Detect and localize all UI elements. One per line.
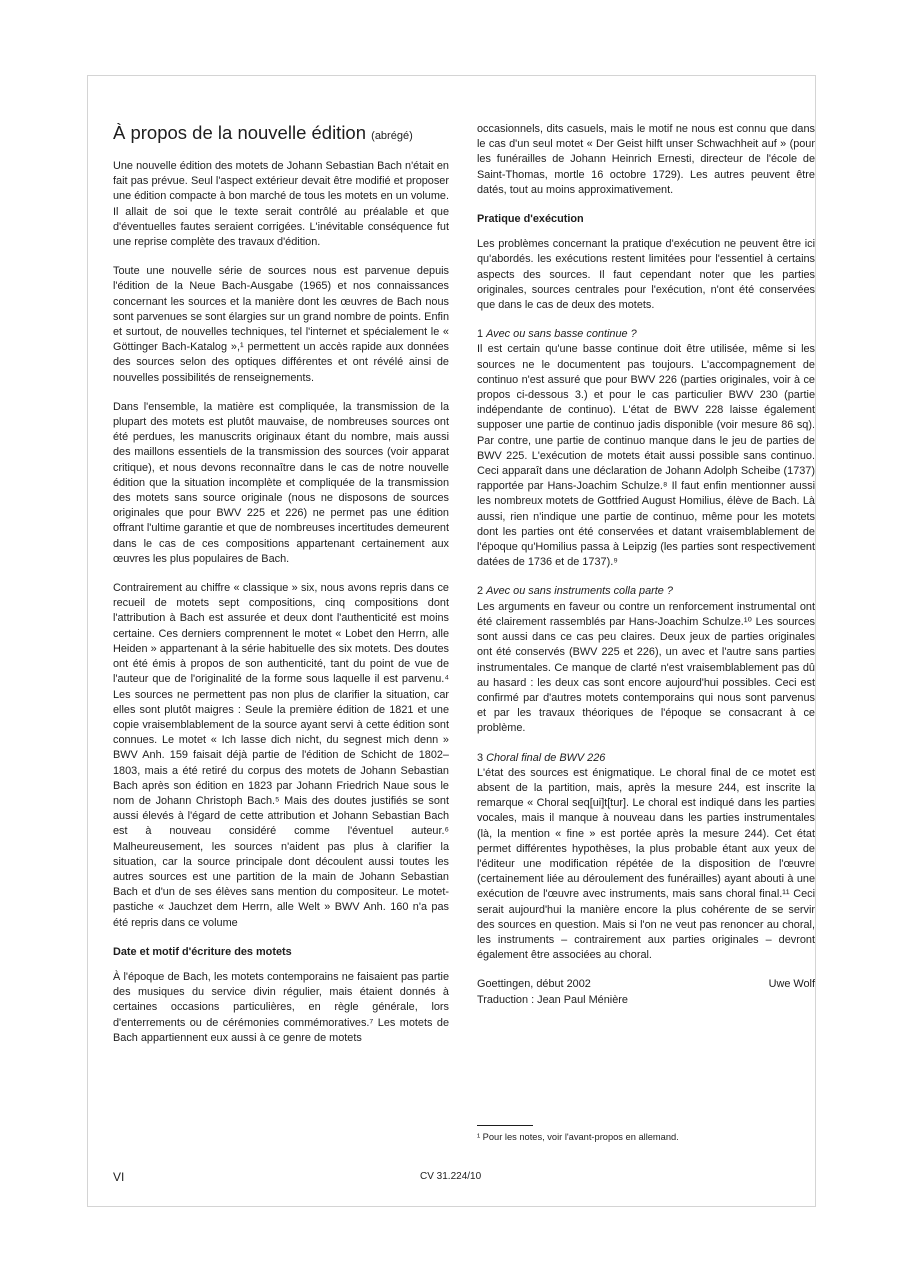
paragraph: Dans l'ensemble, la matière est compliquée, la transmission de la plupart des motets est plutôt mauvaise, de nombreuses sources ont été perdues, les manuscrits originaux étant du nombre, mais aussi des maillons essentiels de la transmission des sources (voir apparat critique), et nous devons reconnaître dans le cas de notre nouvelle édition que la situation incomplète et compliquée de la transmission des motets sans source originale (nous ne disposons de sources originales que pour BWV 225 et 226) ne permet pas une édition offrant l'ultime garantie et que de nombreuses incertitudes demeurent dans le cas de ces compositions appartenant certainement aux œuvres les plus populaires de Bach. <box>113 400 449 565</box>
footnote: ¹ Pour les notes, voir l'avant-propos en allemand. <box>477 1132 679 1142</box>
author-name: Uwe Wolf <box>768 978 815 991</box>
place-date: Goettingen, début 2002 <box>477 978 591 991</box>
right-column <box>477 122 815 1008</box>
subsection <box>477 327 815 570</box>
subsection-text: Les arguments en faveur ou contre un renforcement instrumental ont été clairement rassemblés par Hans-Joachim Schulze.¹⁰ Les sources sont aussi dans ce cas peu claires. Deux jeux de parties originales ont été conservés (BWV 225 et 226), un avec et l'autre sans parties instrumentales. Ce manque de clarté n'est vraisemblablement pas dû au hasard : les deux cas sont encore aujourd'hui possibles. Ceci est confirmé par d'autres motets contemporains qui nous sont parvenus et par les travaux théoriques de l'époque se consacrant à ce problème. <box>477 600 815 735</box>
subsection <box>477 751 815 964</box>
subsection-heading: 3 Choral final de BWV 226 <box>477 751 606 764</box>
subsection-heading: 1 Avec ou sans basse continue ? <box>477 328 637 341</box>
translation-credit: Traduction : Jean Paul Ménière <box>477 993 628 1006</box>
paragraph: Une nouvelle édition des motets de Johann Sebastian Bach n'était en fait pas prévue. Seul l'aspect extérieur devait être modifié et proposer une édition compacte à bon marché de tous les motets en un volume. Il allait de soi que le texte serait contrôlé au préalable et que d'éventuelles fautes seraient corrigées. L'inévitable conséquence fut une reprise complète des travaux d'édition. <box>113 160 449 249</box>
section-heading: Pratique d'exécution <box>477 213 584 226</box>
title-main: À propos de la nouvelle édition <box>113 122 367 143</box>
footnote-divider <box>477 1125 533 1126</box>
subsection-heading: 2 Avec ou sans instruments colla parte ? <box>477 585 673 598</box>
paragraph: À l'époque de Bach, les motets contemporains ne faisaient pas partie des musiques du service divin régulier, mais étaient donnés à certaines occasions particulières, en règle générale, lors d'enterrements ou de cérémonies commémoratives.⁷ Les motets de Bach appartiennent eux aussi à ce genre de motets <box>113 970 449 1044</box>
subsection <box>477 584 815 736</box>
subsection-text: L'état des sources est énigmatique. Le choral final de ce motet est absent de la partition, mais, après la mesure 244, est inscrite la remarque « Choral seq[ui]t[tur]. Le choral est indiqué dans les parties vocales, mais il manque à nouveau dans les parties instrumentales (là, la mention « fine » est portée après la mesure 244). Cet état permet différentes hypothèses, la plus probable étant aux yeux de l'éditeur une modification répétée de la disposition de l'œuvre (certainement liée au déroulement des funérailles) ayant abouti à une exécution de l'œuvre avec instruments, mais sans choral final.¹¹ Ceci serait aujourd'hui la manière encore la plus cohérente de se servir des sources en question. Mais si l'on ne veut pas renoncer au choral, les instruments – contrairement aux parties originales – devront également être associées au choral. <box>477 766 815 962</box>
page-number: VI <box>113 1170 125 1184</box>
page-title <box>113 122 449 147</box>
subsection-text: Il est certain qu'une basse continue doit être utilisée, même si les sources ne le documentent pas toujours. L'accompagnement de continuo n'est assuré que pour BWV 226 (parties originales, voir à ce propos ci-dessous 3.) et pour le cas particulier BWV 230 (partie indépendante de continuo). L'état de BWV 228 laisse également supposer une partie de continuo jadis disponible (voir mesure 86 sq). Par contre, une partie de continuo manque dans le jeu de parties de BWV 225. L'exécution de motets était aussi possible sans continuo. Ceci apparaît dans une déclaration de Johann Adolph Scheibe (1737) rapportée par Hans-Joachim Schulze.⁸ Il faut enfin mentionner aussi les nombreux motets de Gottfried August Homilius, élève de Bach. Là aussi, rien n'indique une partie de continuo, même pour les motets dont les parties ont été conservées et datant vraisemblablement de l'époque qu'Homilius passa à Leipzig (les parties sont respectivement datées de 1736 et de 1737).⁹ <box>477 343 815 569</box>
paragraph: Toute une nouvelle série de sources nous est parvenue depuis l'édition de la Neue Bach-Ausgabe (1965) et nos connaissances concernant les sources et la manière dont les œuvres de Bach nous sont parvenues se sont élargies sur un grand nombre de points. Enfin et surtout, de nouvelles techniques, tel l'internet et spécialement le « Göttinger Bach-Katalog »,¹ permettent un accès rapide aux données des sources selon des optiques différentes et ont révélé ainsi de nouvelles possibilités de renseignements. <box>113 265 449 384</box>
paragraph: occasionnels, dits casuels, mais le motif ne nous est connu que dans le cas d'un seul motet « Der Geist hilft unser Schwachheit auf » (pour les funérailles de Johann Heinrich Ernesti, directeur de l'école de Saint-Thomas, mortle 16 octobre 1729). Les autres peuvent être datés, tout au moins approximativement. <box>477 123 815 196</box>
section-heading: Date et motif d'écriture des motets <box>113 945 292 958</box>
catalog-code: CV 31.224/10 <box>420 1171 482 1182</box>
signature-row <box>477 977 815 992</box>
paragraph: Les problèmes concernant la pratique d'exécution ne peuvent être ici qu'abordés. les exécutions restent limitées pour l'essentiel à certains aspects des sources. Il faut cependant noter que les parties originales, sources centrales pour l'exécution, n'ont été conservées que dans le cas de deux des motets. <box>477 238 815 312</box>
paragraph: Contrairement au chiffre « classique » six, nous avons repris dans ce recueil de motets sept compositions, cinq compositions dont l'attribution à Bach est assurée et deux dont l'authenticité est moins certaine. Ces derniers comprennent le motet « Lobet den Herrn, alle Heiden » appartenant à la série habituelle des six motets. Des doutes ont été émis à propos de son authenticité, tant du point de vue de l'auteur que de l'originalité de la forme sous laquelle il est parvenu.⁴ Les sources ne permettent pas non plus de clarifier la situation, car elles sont plutôt maigres : Seule la première édition de 1821 et une copie vraisemblablement de la source ayant servi à cette édition sont connues. Le motet « Ich lasse dich nicht, du segnest mich denn » BWV Anh. 159 faisait déjà partie de l'édition de Schicht de 1802–1803, mais a été retiré du corpus des motets de Johann Sebastian Bach après son édition en 1823 par Johann Friedrich Naue sous le nom de Johann Christoph Bach.⁵ Mais des doutes justifiés se sont aussi élevés à l'égard de cette attribution et Johann Sebastian Bach est à nouveau considéré comme l'éventuel auteur.⁶ Malheureusement, les sources n'aident pas plus à clarifier la situation, car la source principale dont découlent aussi toutes les autres sources est une partition de la main de Johann Sebastian Bach et d'un de ses élèves sans mention du compositeur. Le motet-pastiche « Jauchzet dem Herrn, alle Welt » BWV Anh. 160 n'a pas été repris dans ce volume <box>113 582 449 929</box>
left-column <box>113 122 449 1060</box>
title-abridged: (abrégé) <box>371 130 413 142</box>
